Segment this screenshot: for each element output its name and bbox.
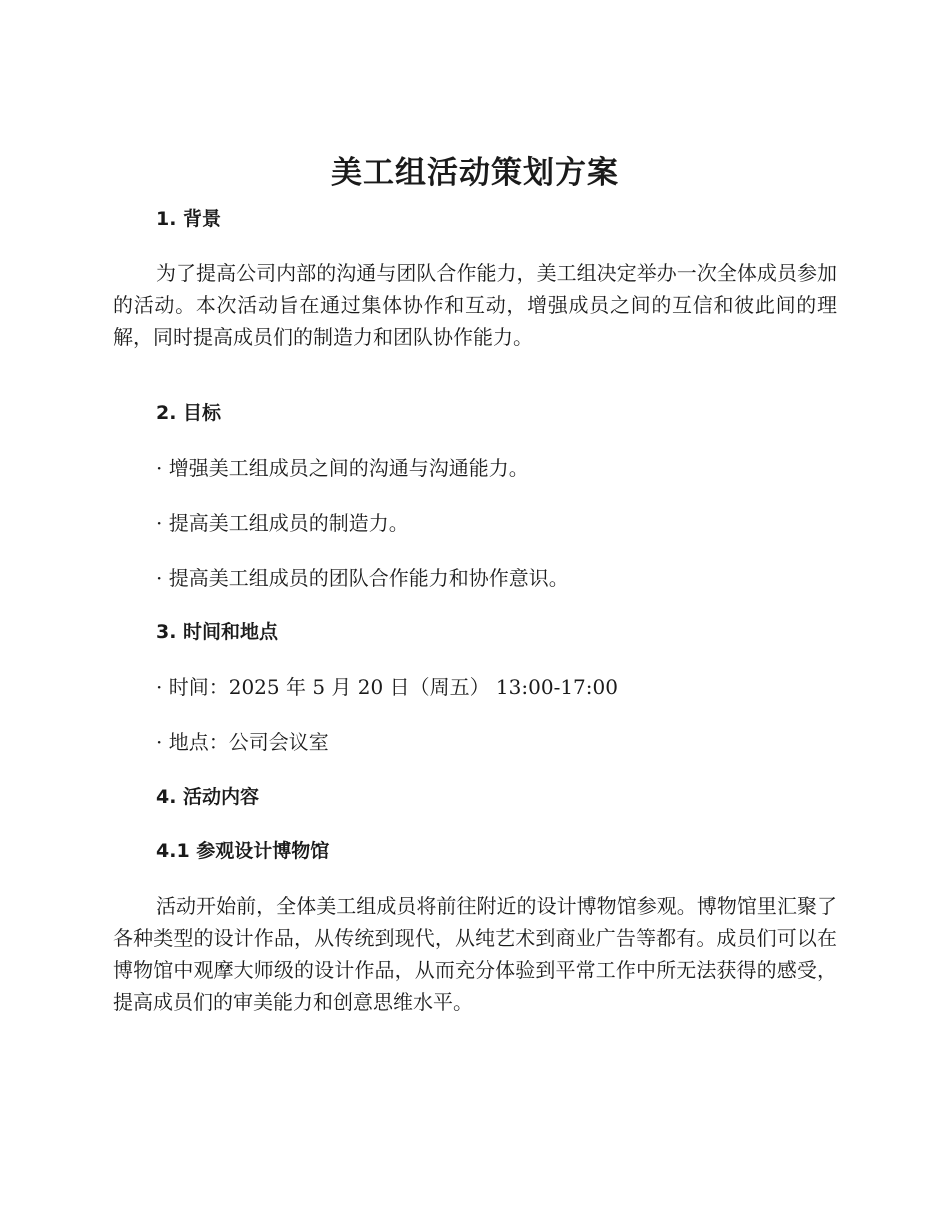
time-item: · 时间：2025 年 5 月 20 日（周五） 13:00-17:00 — [156, 675, 618, 699]
background-paragraph: 为了提高公司内部的沟通与团队合作能力，美工组决定举办一次全体成员参加的活动。本次活动旨在通过集体协作和互动，增强成员之间的互信和彼此间的理解，同时提高成员们的制造力和团队协作能力。 — [113, 261, 837, 349]
museum-paragraph: 活动开始前，全体美工组成员将前往附近的设计博物馆参观。博物馆里汇聚了各种类型的设计作品，从传统到现代，从纯艺术到商业广告等都有。成员们可以在博物馆中观摩大师级的设计作品，从而充分体验到平常工作中所无法获得的感受，提高成员们的审美能力和创意思维水平。 — [113, 894, 837, 1014]
goal-item: · 提高美工组成员的团队合作能力和协作意识。 — [156, 566, 569, 590]
place-item: · 地点：公司会议室 — [156, 730, 329, 754]
section-heading-content: 4. 活动内容 — [156, 786, 260, 808]
section-heading-goals: 2. 目标 — [156, 402, 222, 424]
document-title: 美工组活动策划方案 — [331, 155, 619, 191]
goal-item: · 提高美工组成员的制造力。 — [156, 511, 409, 535]
goal-item: · 增强美工组成员之间的沟通与沟通能力。 — [156, 456, 529, 480]
section-heading-background: 1. 背景 — [156, 208, 222, 230]
subsection-heading-museum: 4.1 参观设计博物馆 — [156, 840, 330, 862]
section-heading-time-place: 3. 时间和地点 — [156, 621, 279, 643]
